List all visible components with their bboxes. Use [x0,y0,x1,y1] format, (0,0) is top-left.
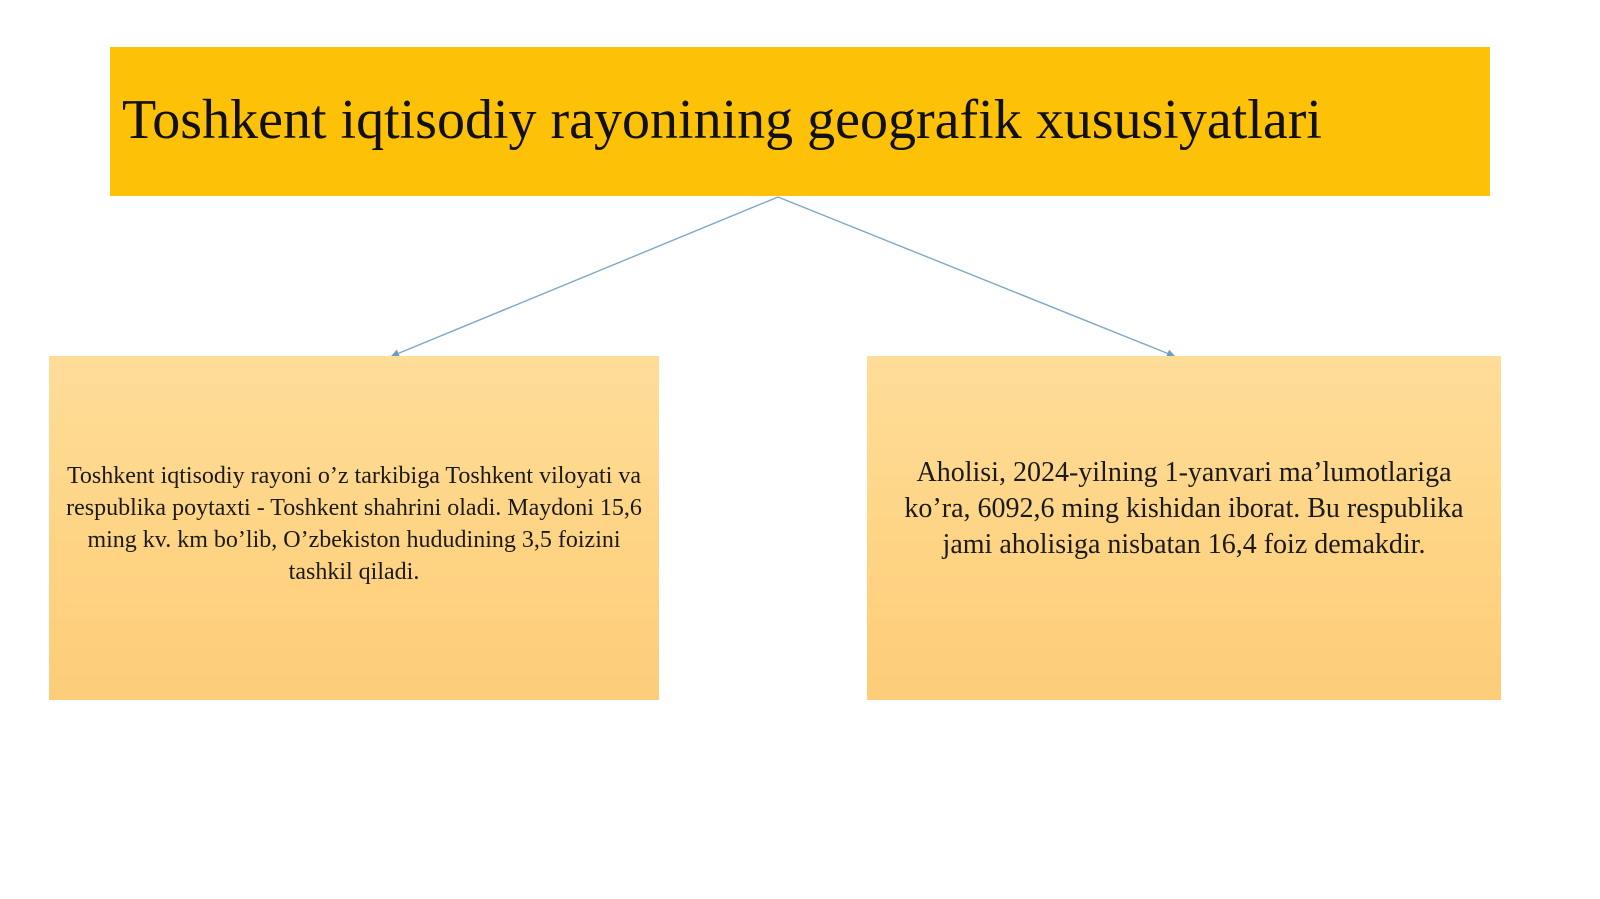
title-box [110,47,1490,196]
title-text: Toshkent iqtisodiy rayonining geografik xususiyatlari [122,88,1322,151]
left-info-text: Toshkent iqtisodiy rayoni o’z tarkibiga Toshkent viloyati va respublika poytaxti - Toshkent shahrini oladi. Maydoni 15,6 ming kv. km bo’lib, O’zbekiston hududining 3,5 foizini tashkil qiladi. [66,463,642,585]
connector-right-arrow [778,197,1174,356]
left-info-box [49,356,659,700]
right-info-text: Aholisi, 2024-yilning 1-yanvari ma’lumotlariga ko’ra, 6092,6 ming kishidan iborat. Bu respublika jami aholisiga nisbatan 16,4 foiz demakdir. [904,457,1464,560]
connector-left-arrow [392,197,778,356]
right-info-box [867,356,1501,700]
